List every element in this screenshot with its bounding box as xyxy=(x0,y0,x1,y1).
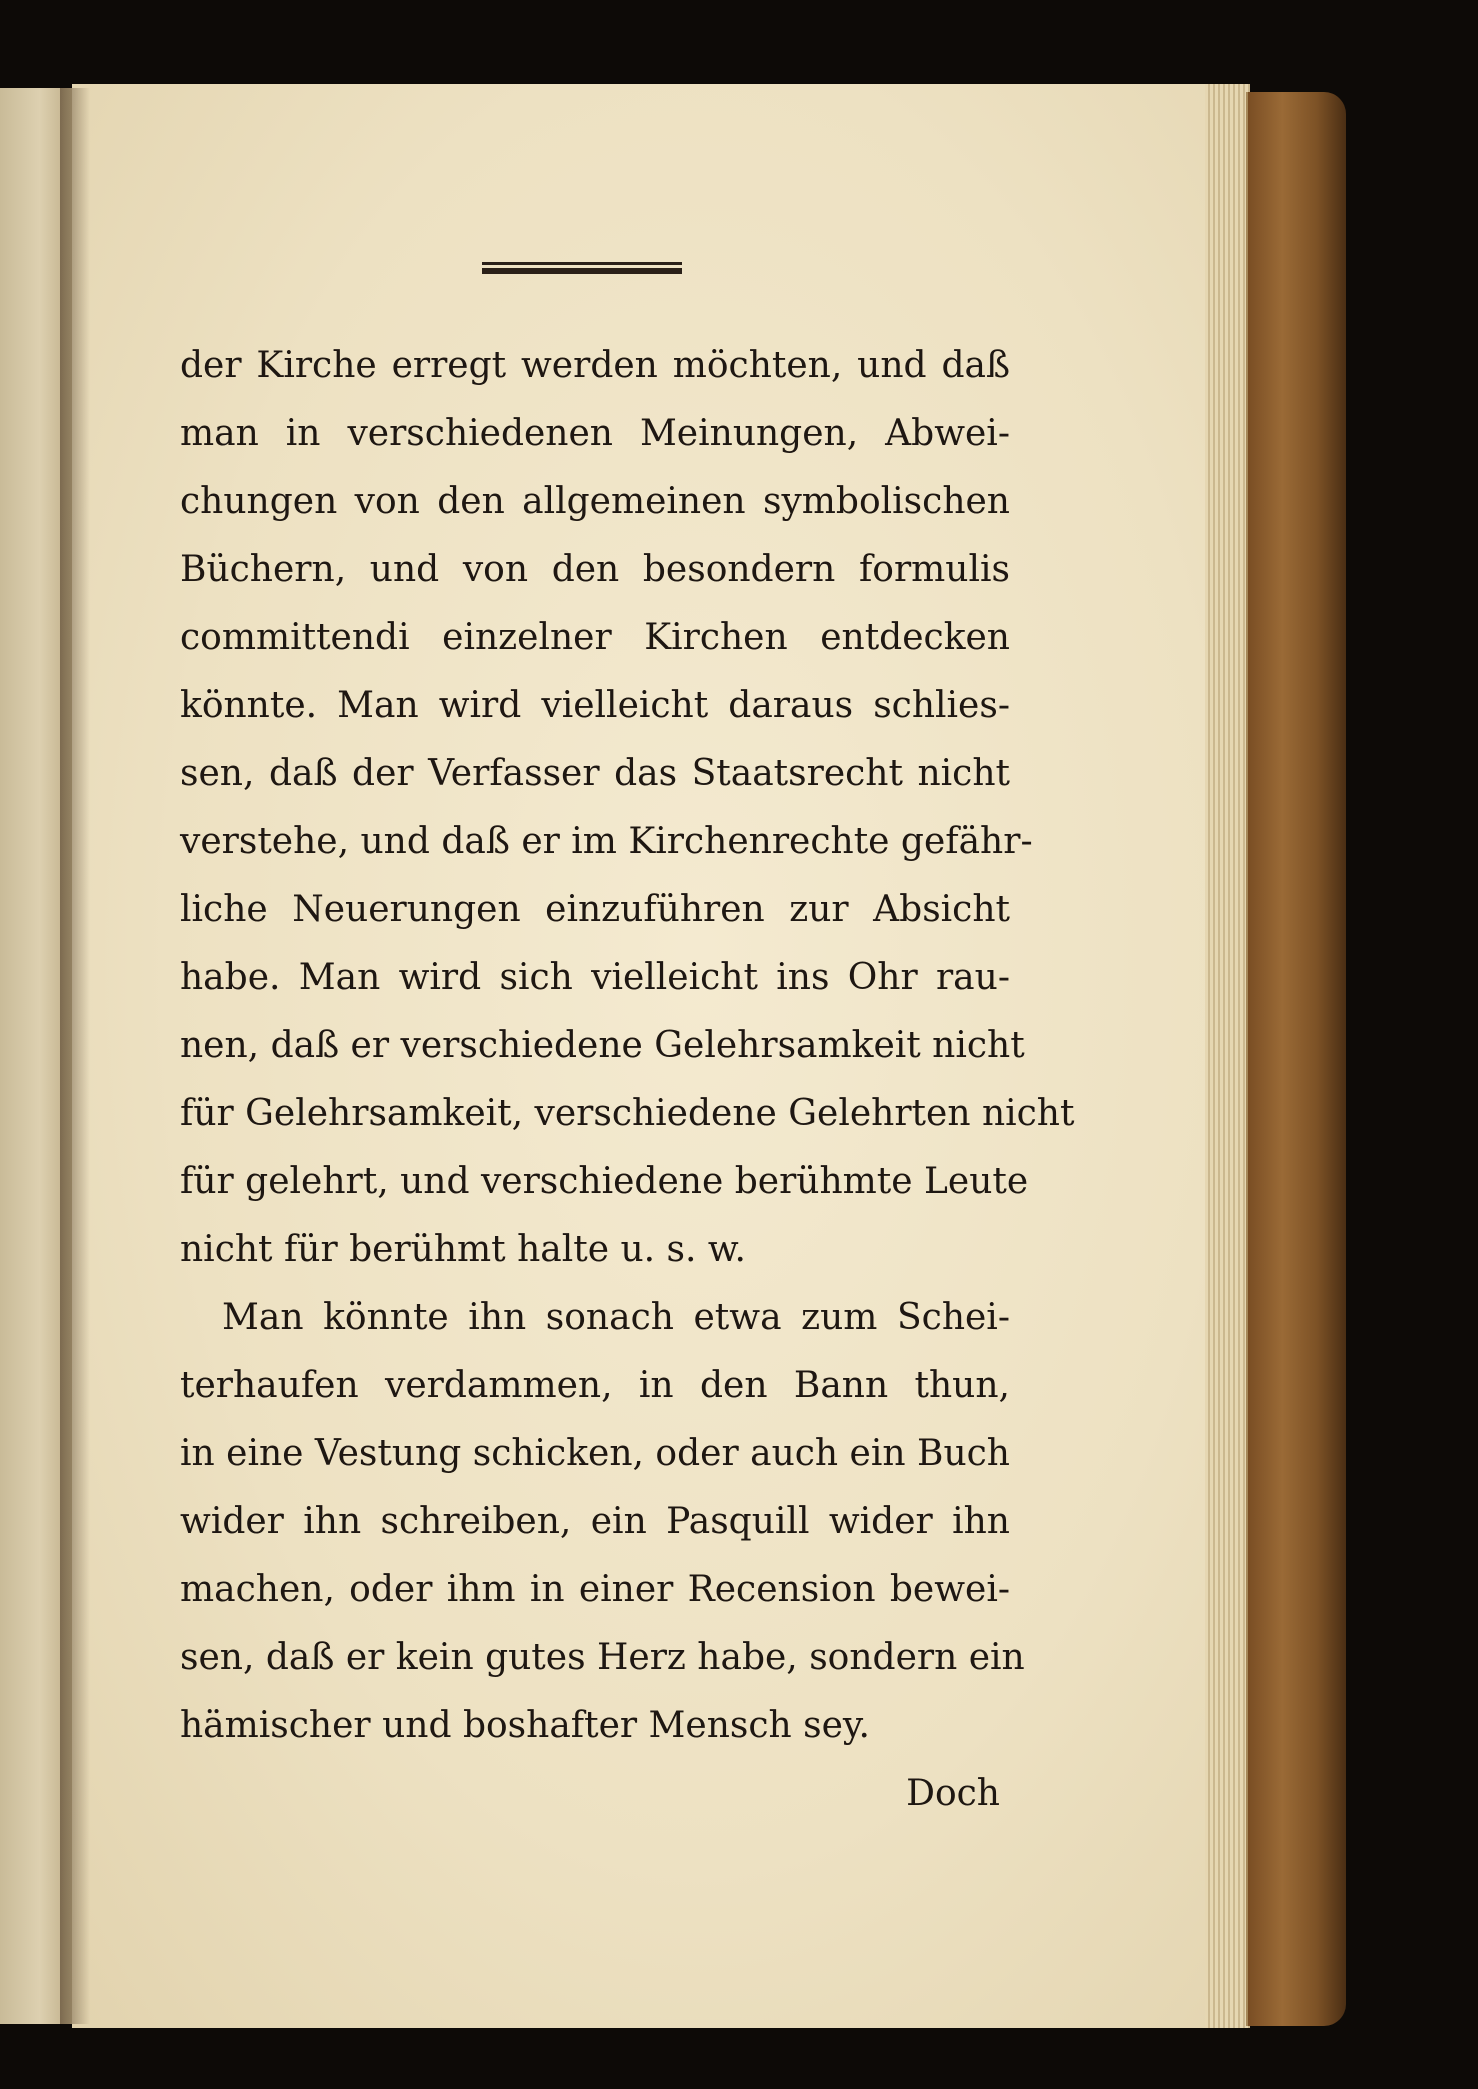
header-rule xyxy=(482,262,682,276)
text-line-12: für Gelehrsamkeit, verschiedene Gelehrten nicht xyxy=(180,1093,1075,1134)
text-line-11: nen, daß er verschiedene Gelehrsamkeit nicht xyxy=(180,1025,1025,1066)
text-line-1: der Kirche erregt werden möchten, und daß xyxy=(180,345,1010,386)
text-line-3: chungen von den allgemeinen symbolischen xyxy=(180,481,1010,522)
body-text xyxy=(180,332,1075,1760)
header-rule-thick xyxy=(482,268,682,274)
leather-cover xyxy=(1248,92,1346,2026)
paragraph2-line-7: hämischer und boshafter Mensch sey. xyxy=(180,1705,870,1746)
text-line-4: Büchern, und von den besondern formulis xyxy=(180,549,1010,590)
catchword-row xyxy=(180,1760,1000,1828)
text-line-9: liche Neuerungen einzuführen zur Absicht xyxy=(180,889,1010,930)
paragraph2-line-3: in eine Vestung schicken, oder auch ein Buch xyxy=(180,1433,1010,1474)
paragraph2-line-1: Man könnte ihn sonach etwa zum Schei- xyxy=(222,1297,1010,1338)
text-line-7: sen, daß der Verfasser das Staatsrecht nicht xyxy=(180,753,1010,794)
gutter-shadow xyxy=(60,88,90,2024)
text-line-13: für gelehrt, und verschiedene berühmte Leute xyxy=(180,1161,1029,1202)
page-block-edges xyxy=(1205,84,1250,2028)
paragraph2-line-2: terhaufen verdammen, in den Bann thun, xyxy=(180,1365,1010,1406)
paragraph2-line-4: wider ihn schreiben, ein Pasquill wider ihn xyxy=(180,1501,1010,1542)
text-line-10: habe. Man wird sich vielleicht ins Ohr rau- xyxy=(180,957,1010,998)
text-line-8: verstehe, und daß er im Kirchenrechte gefähr- xyxy=(180,821,1033,862)
text-line-5: committendi einzelner Kirchen entdecken xyxy=(180,617,1010,658)
catchword: Doch xyxy=(906,1773,1000,1814)
header-rule-thin xyxy=(482,262,682,265)
paragraph2-line-6: sen, daß er kein gutes Herz habe, sondern ein xyxy=(180,1637,1025,1678)
text-line-14: nicht für berühmt halte u. s. w. xyxy=(180,1229,746,1270)
text-line-2: man in verschiedenen Meinungen, Abwei- xyxy=(180,413,1010,454)
text-line-6: könnte. Man wird vielleicht daraus schlies- xyxy=(180,685,1010,726)
paragraph2-line-5: machen, oder ihm in einer Recension bewei- xyxy=(180,1569,1010,1610)
